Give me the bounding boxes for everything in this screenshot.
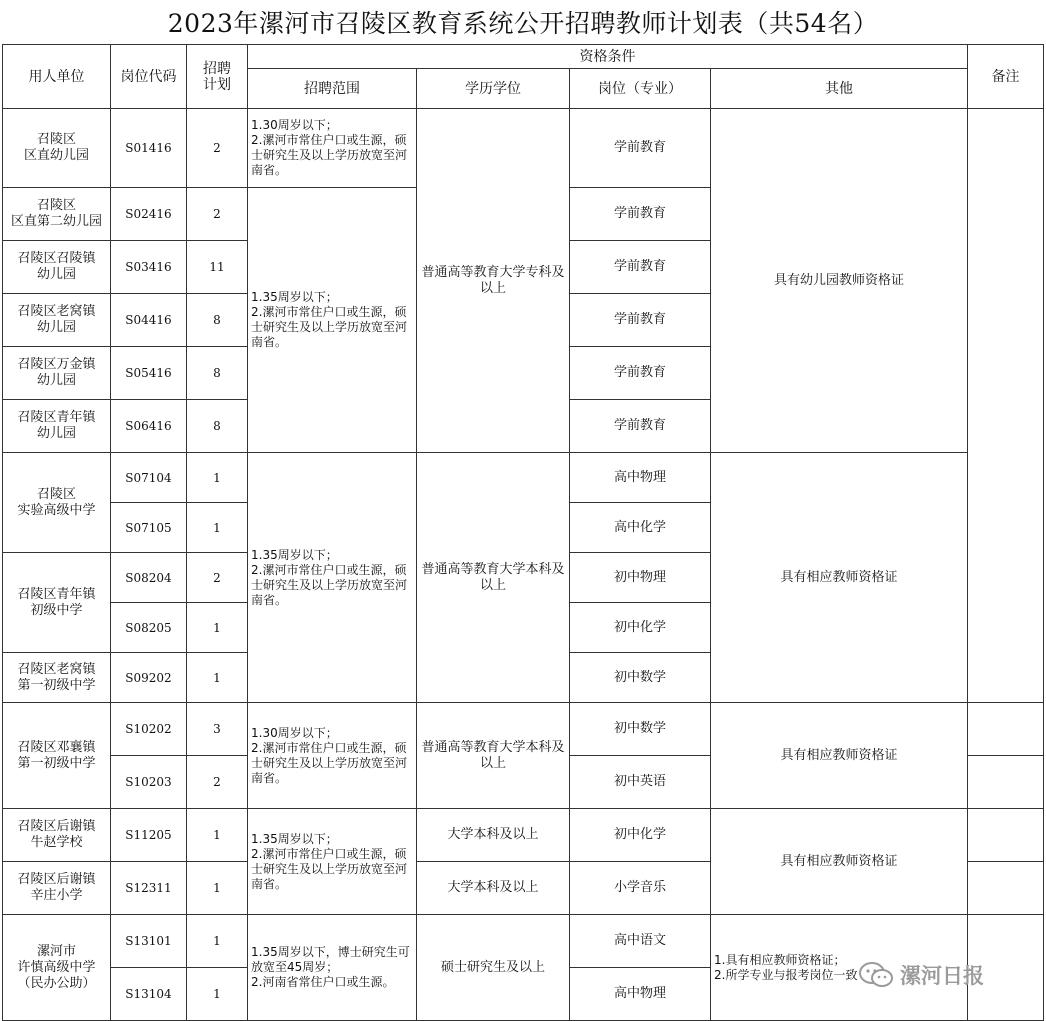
watermark xyxy=(858,958,984,992)
header-qualification: 资格条件 xyxy=(248,45,968,69)
plan-cell: 2 xyxy=(187,756,248,809)
remark-cell xyxy=(968,809,1044,862)
plan-cell: 1 xyxy=(187,503,248,553)
plan-cell: 1 xyxy=(187,809,248,862)
remark-cell xyxy=(968,756,1044,809)
major-cell: 小学音乐 xyxy=(570,862,711,915)
code-cell: S12311 xyxy=(111,862,187,915)
remark-cell xyxy=(968,109,1044,703)
range-cell: 1.35周岁以下； 2.漯河市常住户口或生源，硕士研究生及以上学历放宽至河南省。 xyxy=(248,188,417,453)
degree-cell: 普通高等教育大学本科及以上 xyxy=(417,453,570,703)
unit-cell: 召陵区青年镇 幼儿园 xyxy=(3,400,111,453)
plan-cell: 1 xyxy=(187,603,248,653)
remark-cell xyxy=(968,862,1044,915)
code-cell: S11205 xyxy=(111,809,187,862)
degree-cell: 大学本科及以上 xyxy=(417,862,570,915)
major-cell: 学前教育 xyxy=(570,188,711,241)
unit-cell: 漯河市 许慎高级中学 （民办公助） xyxy=(3,915,111,1021)
range-cell: 1.30周岁以下； 2.漯河市常住户口或生源，硕士研究生及以上学历放宽至河南省。 xyxy=(248,109,417,188)
other-cell: 1.具有相应教师资格证； 2.所学专业与报考岗位一致 xyxy=(711,915,968,1021)
unit-cell: 召陵区召陵镇 幼儿园 xyxy=(3,241,111,294)
code-cell: S04416 xyxy=(111,294,187,347)
range-cell: 1.35周岁以下； 2.漯河市常住户口或生源，硕士研究生及以上学历放宽至河南省。 xyxy=(248,453,417,703)
code-cell: S09202 xyxy=(111,653,187,703)
wechat-official-account-icon xyxy=(858,960,894,990)
plan-cell: 2 xyxy=(187,188,248,241)
major-cell: 学前教育 xyxy=(570,347,711,400)
major-cell: 高中化学 xyxy=(570,503,711,553)
table-row xyxy=(3,703,1044,756)
header-major: 岗位（专业） xyxy=(570,69,711,109)
unit-cell: 召陵区 区直第二幼儿园 xyxy=(3,188,111,241)
plan-cell: 2 xyxy=(187,109,248,188)
major-cell: 学前教育 xyxy=(570,241,711,294)
major-cell: 初中化学 xyxy=(570,809,711,862)
unit-cell: 召陵区万金镇 幼儿园 xyxy=(3,347,111,400)
major-cell: 初中数学 xyxy=(570,653,711,703)
degree-cell: 普通高等教育大学本科及以上 xyxy=(417,703,570,809)
plan-cell: 2 xyxy=(187,553,248,603)
code-cell: S02416 xyxy=(111,188,187,241)
major-cell: 初中数学 xyxy=(570,703,711,756)
header-degree: 学历学位 xyxy=(417,69,570,109)
header-remark: 备注 xyxy=(968,45,1044,109)
degree-cell: 大学本科及以上 xyxy=(417,809,570,862)
major-cell: 初中物理 xyxy=(570,553,711,603)
code-cell: S06416 xyxy=(111,400,187,453)
plan-cell: 8 xyxy=(187,294,248,347)
other-cell: 具有相应教师资格证 xyxy=(711,703,968,809)
plan-cell: 1 xyxy=(187,453,248,503)
code-cell: S13104 xyxy=(111,968,187,1021)
header-other: 其他 xyxy=(711,69,968,109)
range-cell: 1.35周岁以下，博士研究生可放宽至45周岁； 2.河南省常住户口或生源。 xyxy=(248,915,417,1021)
unit-cell: 召陵区后谢镇 牛赵学校 xyxy=(3,809,111,862)
header-code: 岗位代码 xyxy=(111,45,187,109)
unit-cell: 召陵区老窝镇 第一初级中学 xyxy=(3,653,111,703)
degree-cell: 硕士研究生及以上 xyxy=(417,915,570,1021)
recruitment-plan-table xyxy=(2,44,1044,1021)
header-unit: 用人单位 xyxy=(3,45,111,109)
code-cell: S08204 xyxy=(111,553,187,603)
table-row xyxy=(3,109,1044,188)
code-cell: S08205 xyxy=(111,603,187,653)
major-cell: 初中化学 xyxy=(570,603,711,653)
plan-cell: 1 xyxy=(187,915,248,968)
other-cell: 具有幼儿园教师资格证 xyxy=(711,109,968,453)
remark-cell xyxy=(968,703,1044,756)
plan-cell: 8 xyxy=(187,347,248,400)
range-cell: 1.35周岁以下； 2.漯河市常住户口或生源，硕士研究生及以上学历放宽至河南省。 xyxy=(248,809,417,915)
major-cell: 学前教育 xyxy=(570,400,711,453)
code-cell: S10203 xyxy=(111,756,187,809)
page-title: 2023年漯河市召陵区教育系统公开招聘教师计划表（共54名） xyxy=(167,9,879,38)
table-row xyxy=(3,453,1044,503)
unit-cell: 召陵区青年镇 初级中学 xyxy=(3,553,111,653)
plan-cell: 8 xyxy=(187,400,248,453)
code-cell: S10202 xyxy=(111,703,187,756)
other-cell: 具有相应教师资格证 xyxy=(711,809,968,915)
unit-cell: 召陵区后谢镇 辛庄小学 xyxy=(3,862,111,915)
degree-cell: 普通高等教育大学专科及以上 xyxy=(417,109,570,453)
plan-cell: 1 xyxy=(187,653,248,703)
unit-cell: 召陵区老窝镇 幼儿园 xyxy=(3,294,111,347)
major-cell: 学前教育 xyxy=(570,109,711,188)
code-cell: S07105 xyxy=(111,503,187,553)
range-cell: 1.30周岁以下； 2.漯河市常住户口或生源，硕士研究生及以上学历放宽至河南省。 xyxy=(248,703,417,809)
code-cell: S13101 xyxy=(111,915,187,968)
plan-cell: 3 xyxy=(187,703,248,756)
other-cell: 具有相应教师资格证 xyxy=(711,453,968,703)
major-cell: 高中物理 xyxy=(570,453,711,503)
header-plan: 招聘 计划 xyxy=(187,45,248,109)
code-cell: S03416 xyxy=(111,241,187,294)
major-cell: 高中物理 xyxy=(570,968,711,1021)
plan-cell: 1 xyxy=(187,968,248,1021)
plan-cell: 1 xyxy=(187,862,248,915)
code-cell: S07104 xyxy=(111,453,187,503)
major-cell: 学前教育 xyxy=(570,294,711,347)
major-cell: 初中英语 xyxy=(570,756,711,809)
unit-cell: 召陵区邓襄镇 第一初级中学 xyxy=(3,703,111,809)
major-cell: 高中语文 xyxy=(570,915,711,968)
code-cell: S05416 xyxy=(111,347,187,400)
plan-cell: 11 xyxy=(187,241,248,294)
watermark-text: 漯河日报 xyxy=(900,964,984,988)
table-row xyxy=(3,809,1044,862)
unit-cell: 召陵区 区直幼儿园 xyxy=(3,109,111,188)
unit-cell: 召陵区 实验高级中学 xyxy=(3,453,111,553)
header-range: 招聘范围 xyxy=(248,69,417,109)
code-cell: S01416 xyxy=(111,109,187,188)
